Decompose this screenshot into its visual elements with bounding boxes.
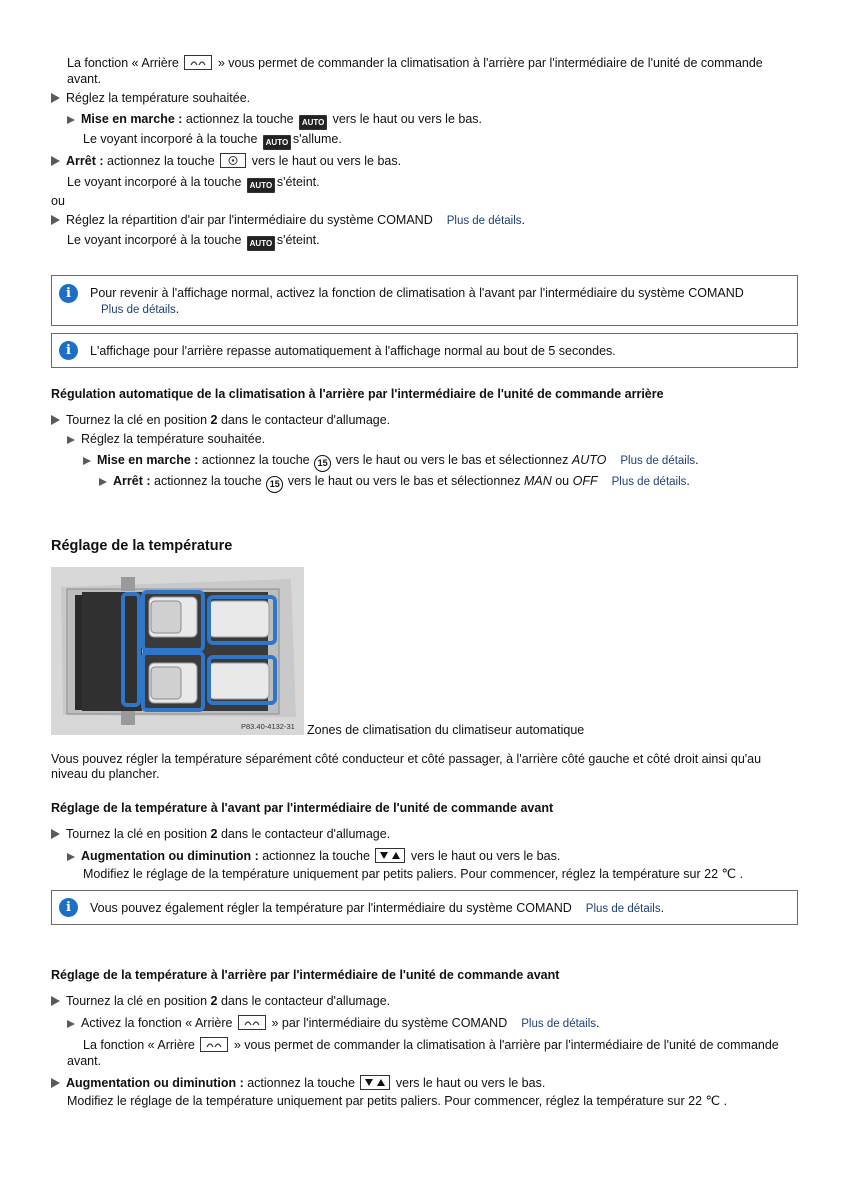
step: Tournez la clé en position 2 dans le contacteur d'allumage.: [51, 993, 390, 1009]
bullet-arrow-icon: [67, 1020, 75, 1028]
text-line: La fonction « Arrière » vous permet de commander la climatisation à l'arrière par l'intermédiaire de l'unité de commande: [83, 1038, 779, 1052]
info-icon: i: [59, 341, 78, 360]
up-down-key-icon: [375, 848, 405, 863]
text-line: Le voyant incorporé à la touche AUTO s'éteint.: [67, 232, 320, 251]
step: Réglez la répartition d'air par l'intermédiaire du système COMAND Plus de détails.: [51, 212, 525, 229]
more-details-link[interactable]: Plus de détails: [611, 476, 687, 488]
bullet-arrow-icon: [51, 215, 60, 225]
paragraph: Vous pouvez régler la température séparément côté conducteur et côté passager, à l'arrière côté gauche et côté droit ainsi qu'au: [51, 752, 762, 766]
step: Arrêt : actionnez la touche 15 vers le haut ou vers le bas et sélectionnez MAN ou OFF Plus de détails.: [99, 473, 690, 493]
info-box: [51, 333, 798, 368]
text-line: La fonction « Arrière » vous permet de commander la climatisation à l'arrière par l'intermédiaire de l'unité de commande: [67, 56, 763, 70]
step: Arrêt : actionnez la touche vers le haut ou vers le bas.: [51, 153, 401, 169]
bullet-arrow-icon: [99, 478, 107, 486]
bullet-arrow-icon: [67, 116, 75, 124]
auto-key-icon: AUTO: [247, 236, 275, 251]
auto-key-icon: AUTO: [247, 178, 275, 193]
rear-climate-key-icon: [184, 55, 212, 70]
bullet-arrow-icon: [83, 457, 91, 465]
image-caption: Zones de climatisation du climatiseur automatique: [307, 723, 585, 737]
paragraph: niveau du plancher.: [51, 767, 160, 781]
info-text: L'affichage pour l'arrière repasse automatiquement à l'affichage normal au bout de 5 secondes.: [90, 344, 616, 358]
more-details-link[interactable]: Plus de détails: [101, 304, 176, 316]
step: Activez la fonction « Arrière » par l'intermédiaire du système COMAND Plus de détails.: [67, 1015, 600, 1032]
bullet-arrow-icon: [51, 93, 60, 103]
info-box: i Pour revenir à l'affichage normal, activez la fonction de climatisation à l'avant par l'intermédiaire du système COMAND Plus de détails.: [51, 275, 798, 326]
step: Réglez la température souhaitée.: [67, 431, 265, 447]
step: Augmentation ou diminution : actionnez la touche vers le haut ou vers le bas.: [67, 848, 560, 864]
auto-key-icon: AUTO: [263, 135, 291, 150]
numbered-key-icon: 15: [266, 476, 283, 493]
step: Augmentation ou diminution : actionnez la touche vers le haut ou vers le bas.: [51, 1075, 545, 1091]
info-text: Pour revenir à l'affichage normal, activez la fonction de climatisation à l'avant par l'intermédiaire du système COMAND: [90, 286, 744, 300]
step: Tournez la clé en position 2 dans le contacteur d'allumage.: [51, 826, 390, 842]
numbered-key-icon: 15: [314, 455, 331, 472]
bullet-arrow-icon: [67, 436, 75, 444]
info-box: [51, 890, 798, 925]
text-line: Le voyant incorporé à la touche AUTO s'éteint.: [67, 174, 320, 193]
text-line: Modifiez le réglage de la température uniquement par petits paliers. Pour commencer, réglez la température sur 22 ℃ .: [83, 866, 744, 881]
bullet-arrow-icon: [67, 853, 75, 861]
climate-zones-image: [51, 567, 304, 735]
bullet-arrow-icon: [51, 829, 60, 839]
bullet-arrow-icon: [51, 415, 60, 425]
image-code: P83.40-4132-31: [241, 722, 295, 731]
more-details-link[interactable]: Plus de détails: [620, 455, 696, 467]
step: Mise en marche : actionnez la touche 15 vers le haut ou vers le bas et sélectionnez AUTO Plus de détails.: [83, 452, 699, 472]
text-line: ou: [51, 194, 65, 208]
more-details-link[interactable]: Plus de détails: [521, 1018, 597, 1030]
text-line: avant.: [67, 72, 102, 86]
bullet-arrow-icon: [51, 156, 60, 166]
step: Réglez la température souhaitée.: [51, 90, 250, 106]
rear-climate-key-icon: [200, 1037, 228, 1052]
text-line: Le voyant incorporé à la touche AUTO s'allume.: [83, 131, 342, 150]
step: Tournez la clé en position 2 dans le contacteur d'allumage.: [51, 412, 390, 428]
info-icon: i: [59, 284, 78, 303]
section-heading: Réglage de la température à l'arrière par l'intermédiaire de l'unité de commande avant: [51, 968, 560, 982]
more-details-link[interactable]: Plus de détails: [446, 215, 522, 227]
rear-climate-key-icon: [238, 1015, 266, 1030]
info-icon: i: [59, 898, 78, 917]
more-details-link[interactable]: Plus de détails: [585, 903, 661, 915]
up-down-key-icon: [360, 1075, 390, 1090]
text-line: avant.: [67, 1054, 102, 1068]
bullet-arrow-icon: [51, 1078, 60, 1088]
bullet-arrow-icon: [51, 996, 60, 1006]
fan-key-icon: [220, 153, 246, 168]
section-title: Réglage de la température: [51, 538, 233, 554]
text-line: Modifiez le réglage de la température uniquement par petits paliers. Pour commencer, réglez la température sur 22 ℃ .: [67, 1093, 728, 1108]
section-heading: Régulation automatique de la climatisation à l'arrière par l'intermédiaire de l'unité de commande arrière: [51, 387, 664, 401]
info-text: Vous pouvez également régler la température par l'intermédiaire du système COMAND Plus de détails.: [90, 901, 665, 915]
section-heading: Réglage de la température à l'avant par l'intermédiaire de l'unité de commande avant: [51, 801, 554, 815]
step: Mise en marche : actionnez la touche AUTO vers le haut ou vers le bas.: [67, 111, 482, 130]
auto-key-icon: AUTO: [299, 115, 327, 130]
